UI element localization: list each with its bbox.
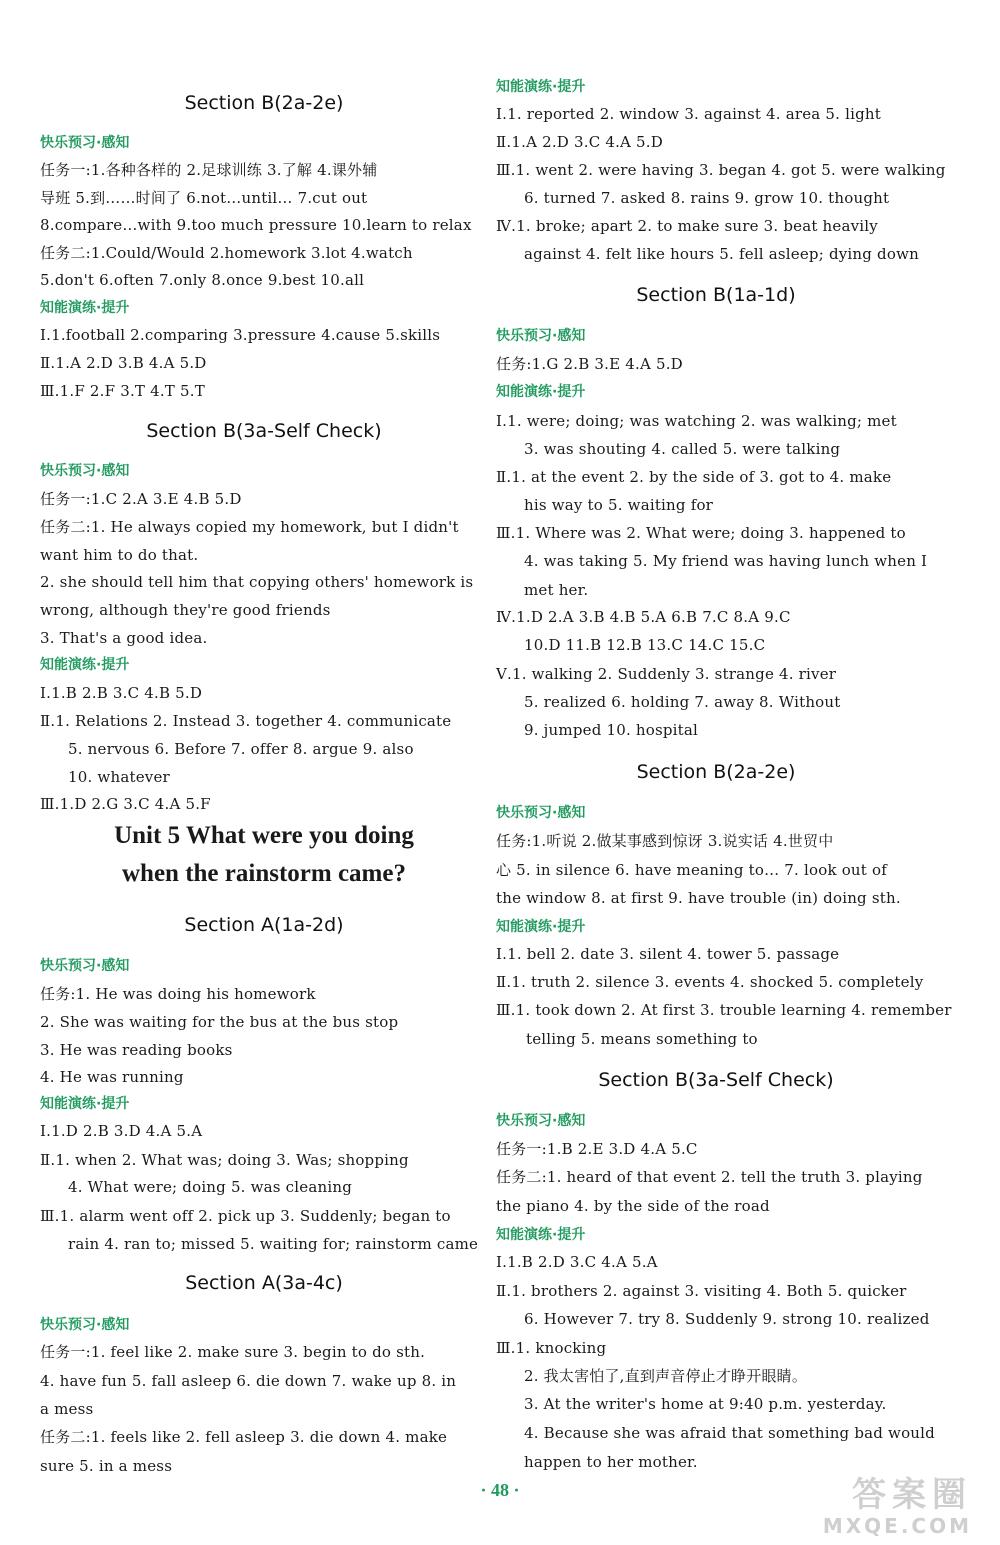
answer-line: 心 5. in silence 6. have meaning to… 7. look out of	[496, 861, 887, 879]
answer-line: telling 5. means something to	[526, 1030, 758, 1048]
answer-line: 导班 5.到……时间了 6.not…until… 7.cut out	[40, 189, 368, 207]
answer-line: a mess	[40, 1400, 94, 1418]
answer-line: Ⅲ.1.D 2.G 3.C 4.A 5.F	[40, 795, 211, 813]
answer-line: Ⅱ.1. Relations 2. Instead 3. together 4. communicate	[40, 712, 452, 730]
preview-label: 快乐预习·感知	[496, 1113, 586, 1129]
answer-line: 4. He was running	[40, 1068, 184, 1086]
answer-line: Ⅲ.1. Where was 2. What were; doing 3. happened to	[496, 524, 906, 542]
section-title: Section A(1a-2d)	[184, 914, 344, 936]
answer-line: Ⅳ.1.D 2.A 3.B 4.B 5.A 6.B 7.C 8.A 9.C	[496, 608, 791, 626]
page-number: · 48 ·	[480, 1480, 520, 1500]
answer-line: Ⅲ.1. took down 2. At first 3. trouble learning 4. remember	[496, 1001, 952, 1019]
watermark-text: 答案圈	[852, 1475, 972, 1515]
answer-line: Ⅰ.1. were; doing; was watching 2. was walking; met	[496, 412, 897, 430]
answer-line: 4. have fun 5. fall asleep 6. die down 7. wake up 8. in	[40, 1372, 457, 1390]
preview-label: 快乐预习·感知	[40, 135, 130, 151]
section-title: Section B(1a-1d)	[636, 284, 796, 306]
answer-line: 4. What were; doing 5. was cleaning	[68, 1178, 353, 1196]
answer-line: 3. At the writer's home at 9:40 p.m. yesterday.	[524, 1395, 887, 1413]
answer-line: 8.compare…with 9.too much pressure 10.learn to relax	[40, 216, 472, 234]
answer-line: 任务二:1. feels like 2. fell asleep 3. die down 4. make	[40, 1428, 448, 1446]
answer-line: 5. nervous 6. Before 7. offer 8. argue 9. also	[68, 740, 414, 758]
answer-line: against 4. felt like hours 5. fell asleep; dying down	[524, 245, 919, 263]
answer-line: 6. However 7. try 8. Suddenly 9. strong 10. realized	[524, 1310, 930, 1328]
answer-line: Ⅰ.1. bell 2. date 3. silent 4. tower 5. passage	[496, 945, 840, 963]
practice-label: 知能演练·提升	[40, 1096, 130, 1112]
answer-line: the piano 4. by the side of the road	[496, 1197, 770, 1215]
watermark-logo	[822, 1475, 972, 1538]
answer-line: Ⅱ.1. brothers 2. against 3. visiting 4. Both 5. quicker	[496, 1282, 907, 1300]
section-title: Section B(3a-Self Check)	[598, 1069, 834, 1091]
preview-label: 快乐预习·感知	[40, 1317, 130, 1333]
answer-line: 任务二:1. He always copied my homework, but I didn't	[40, 518, 459, 536]
answer-line: 2. She was waiting for the bus at the bus stop	[40, 1013, 399, 1031]
answer-line: 任务二:1.Could/Would 2.homework 3.lot 4.watch	[40, 244, 413, 262]
answer-line: 3. was shouting 4. called 5. were talking	[524, 440, 841, 458]
answer-line: 2. she should tell him that copying others' homework is	[40, 573, 474, 591]
answer-line: 6. turned 7. asked 8. rains 9. grow 10. thought	[524, 189, 890, 207]
practice-label: 知能演练·提升	[496, 79, 586, 95]
section-title: Section B(2a-2e)	[184, 92, 344, 114]
answer-line: 2. 我太害怕了,直到声音停止才睁开眼睛。	[524, 1367, 808, 1385]
answer-line: 5. realized 6. holding 7. away 8. Without	[524, 693, 841, 711]
preview-label: 快乐预习·感知	[40, 463, 130, 479]
practice-label: 知能演练·提升	[40, 300, 130, 316]
answer-line: Ⅲ.1. knocking	[496, 1339, 607, 1357]
unit-title: when the rainstorm came?	[122, 860, 406, 887]
practice-label: 知能演练·提升	[496, 919, 586, 935]
answer-line: 4. Because she was afraid that something bad would	[524, 1424, 935, 1442]
section-title: Section A(3a-4c)	[185, 1272, 343, 1294]
section-title: Section B(2a-2e)	[636, 761, 796, 783]
practice-label: 知能演练·提升	[40, 657, 130, 673]
watermark-url: MXQE.COM	[822, 1514, 972, 1538]
answer-line: 任务一:1.C 2.A 3.E 4.B 5.D	[40, 490, 242, 508]
answer-line: 任务二:1. heard of that event 2. tell the truth 3. playing	[496, 1168, 923, 1186]
answer-line: 任务一:1. feel like 2. make sure 3. begin to do sth.	[40, 1343, 426, 1361]
answer-line: 10. whatever	[68, 768, 170, 786]
answer-line: Ⅲ.1. went 2. were having 3. began 4. got 5. were walking	[496, 161, 946, 179]
answer-line: met her.	[524, 581, 589, 599]
answer-line: 5.don't 6.often 7.only 8.once 9.best 10.all	[40, 271, 365, 289]
answer-line: Ⅱ.1.A 2.D 3.B 4.A 5.D	[40, 354, 207, 372]
answer-line: 10.D 11.B 12.B 13.C 14.C 15.C	[524, 636, 766, 654]
answer-line: Ⅱ.1.A 2.D 3.C 4.A 5.D	[496, 133, 663, 151]
practice-label: 知能演练·提升	[496, 384, 586, 400]
preview-label: 快乐预习·感知	[496, 328, 586, 344]
answer-line: 任务:1.G 2.B 3.E 4.A 5.D	[496, 355, 683, 373]
answer-line: 任务一:1.B 2.E 3.D 4.A 5.C	[496, 1140, 698, 1158]
preview-label: 快乐预习·感知	[40, 958, 130, 974]
answer-line: 9. jumped 10. hospital	[524, 721, 699, 739]
answer-line: Ⅰ.1.B 2.B 3.C 4.B 5.D	[40, 684, 203, 702]
answer-line: Ⅳ.1. broke; apart 2. to make sure 3. beat heavily	[496, 217, 878, 235]
answer-line: rain 4. ran to; missed 5. waiting for; rainstorm came	[68, 1235, 479, 1253]
answer-line: Ⅰ.1.B 2.D 3.C 4.A 5.A	[496, 1253, 658, 1271]
answer-line: Ⅲ.1.F 2.F 3.T 4.T 5.T	[40, 382, 205, 400]
answer-line: the window 8. at first 9. have trouble (in) doing sth.	[496, 889, 901, 907]
answer-line: Ⅱ.1. at the event 2. by the side of 3. got to 4. make	[496, 468, 892, 486]
answer-line: 3. That's a good idea.	[40, 629, 208, 647]
answer-line: Ⅰ.1.football 2.comparing 3.pressure 4.cause 5.skills	[40, 326, 441, 344]
answer-line: Ⅴ.1. walking 2. Suddenly 3. strange 4. river	[496, 665, 837, 683]
answer-line: 任务:1.听说 2.做某事感到惊讶 3.说实话 4.世贸中	[496, 832, 834, 850]
answer-line: happen to her mother.	[524, 1453, 698, 1471]
answer-line: sure 5. in a mess	[40, 1457, 173, 1475]
answer-line: Ⅰ.1. reported 2. window 3. against 4. area 5. light	[496, 105, 881, 123]
section-title: Section B(3a-Self Check)	[146, 420, 382, 442]
answer-line: wrong, although they're good friends	[40, 601, 331, 619]
answer-line: Ⅱ.1. when 2. What was; doing 3. Was; shopping	[40, 1151, 409, 1169]
answer-line: 3. He was reading books	[40, 1041, 233, 1059]
answer-line: 任务一:1.各种各样的 2.足球训练 3.了解 4.课外辅	[40, 161, 378, 179]
answer-line: Ⅲ.1. alarm went off 2. pick up 3. Suddenly; began to	[40, 1207, 451, 1225]
answer-line: Ⅱ.1. truth 2. silence 3. events 4. shocked 5. completely	[496, 973, 924, 991]
answer-line: 4. was taking 5. My friend was having lunch when I	[524, 552, 928, 570]
unit-title: Unit 5 What were you doing	[114, 822, 414, 849]
preview-label: 快乐预习·感知	[496, 805, 586, 821]
answer-line: Ⅰ.1.D 2.B 3.D 4.A 5.A	[40, 1122, 203, 1140]
answer-line: his way to 5. waiting for	[524, 496, 714, 514]
practice-label: 知能演练·提升	[496, 1227, 586, 1243]
answer-line: 任务:1. He was doing his homework	[40, 985, 316, 1003]
answer-line: want him to do that.	[40, 546, 199, 564]
